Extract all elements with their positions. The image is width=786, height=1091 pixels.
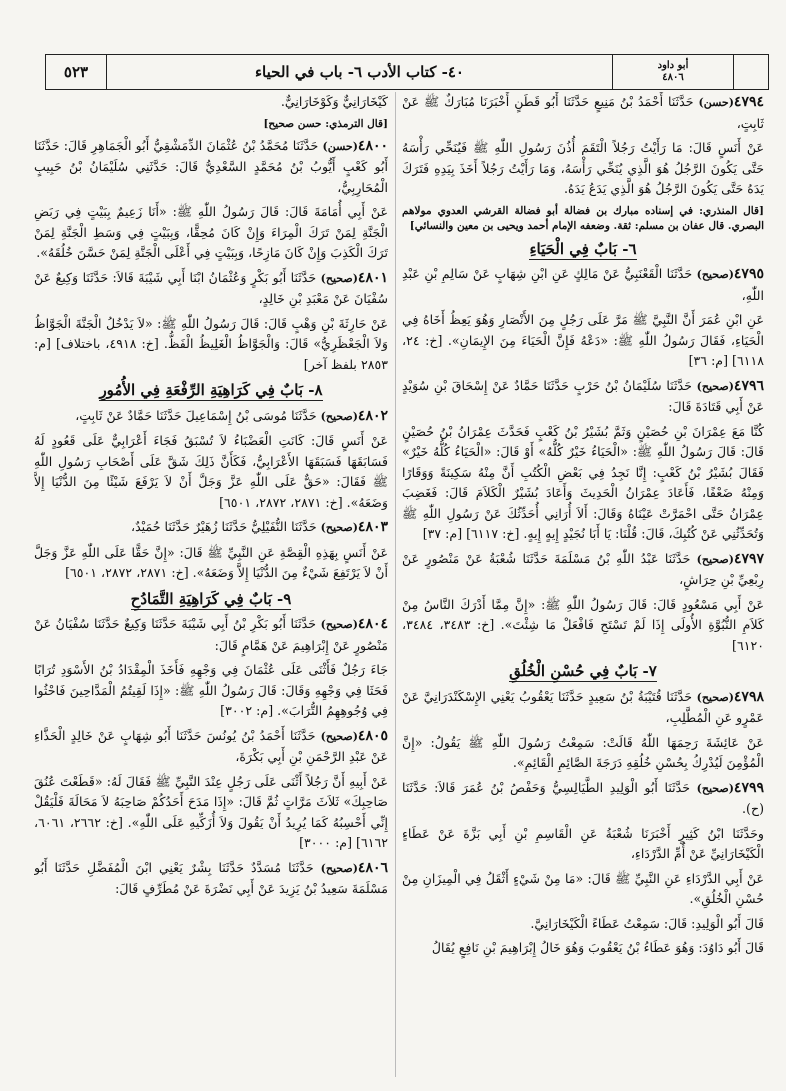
- hadith-text: عَنْ أَبِي الدَّرْدَاءِ عَنِ النَّبِيِّ ﷺ قَالَ: «مَا مِنْ شَيْءٍ أَثْقَلُ فِي الْمِيزَانِ مِنْ حُسْنِ الْخُلُقِ».: [402, 870, 764, 906]
- hadith-number: ٤٧٩٦: [733, 377, 764, 394]
- chapter-heading: [34, 380, 388, 401]
- hadith-text: وحَدَّثَنَا ابْنُ كَثِيرٍ أَخْبَرَنَا شُعْبَةُ عَنِ الْقَاسِمِ بْنِ أَبِي بَزَّةَ عَنْ عَطَاءٍ الْكَيْخَارَانِيِّ عَنْ أُمِّ الدَّرْدَاءِ،: [402, 825, 764, 861]
- hadith-grade: (صحيح): [696, 552, 734, 566]
- hadith-entry: [34, 268, 388, 310]
- chapter-title: ٩- بَابٌ فِي كَرَاهِيَةِ التَّمَادُحِ: [130, 589, 292, 608]
- hadith-text: حَدَّثَنَا أَبُو الْوَلِيدِ الطَّيَالِسِيُّ وَحَفْصُ بْنُ عُمَرَ قَالاَ: حَدَّثَنَا (ح).: [402, 779, 764, 816]
- hadith-entry: [34, 136, 388, 199]
- commentary-note: [قال الترمذي: حسن صحيح]: [263, 117, 388, 130]
- hadith-text: عَنْ عَائِشَةَ رَحِمَهَا اللّٰهُ قَالَتْ: سَمِعْتُ رَسُولَ اللّٰهِ ﷺ يَقُولُ: «إِنَّ الْمُؤْمِنَ لَيُدْرِكُ بِحُسْنِ خُلُقِهِ دَرَجَةَ الصَّائِمِ الْقَائِمِ».: [402, 734, 764, 770]
- hadith-text: قَالَ أَبُو الْوَلِيدِ: قَالَ: سَمِعْتُ عَطَاءً الْكَيْخَارَانِيَّ.: [530, 915, 764, 931]
- hadith-number: ٤٨٠١: [357, 269, 388, 286]
- hadith-text: عَنِ ابْنِ عُمَرَ أَنَّ النَّبِيَّ ﷺ مَرَّ عَلَى رَجُلٍ مِنَ الأَنْصَارِ وَهُوَ يَعِظُ أَخَاهُ فِي الْحَيَاءِ، فَقَالَ رَسُولُ اللّٰهِ ﷺ: «دَعْهُ فَإِنَّ الْحَيَاءَ مِنَ الإِيمَانِ». [خ: ٢٤، ٦١١٨] [م: ٣٦]: [402, 312, 764, 368]
- hadith-text: قَالَ أَبُو دَاوُدَ: وَهُوَ عَطَاءُ بْنُ يَعْقُوبَ وَهُوَ خَالُ إِبْرَاهِيمَ بْنِ نَافِعٍ يُقَالُ: [431, 940, 764, 955]
- book-title: ٤٠- كتاب الأدب ٦- باب في الحياء: [106, 55, 612, 89]
- text-paragraph: [34, 92, 388, 113]
- hadith-entry: [34, 406, 388, 428]
- text-paragraph: [402, 914, 764, 935]
- hadith-grade: (صحيح): [320, 729, 358, 743]
- hadith-text: حَدَّثَنَا مُسَدَّدٌ حَدَّثَنَا بِشْرٌ يَعْنِي ابْنَ الْمُفَضَّلِ حَدَّثَنَا أَبُو مَسْلَمَةَ سَعِيدُ بْنُ يَزِيدَ عَنْ أَبِي نَضْرَةَ عَنْ مُطَرِّفٍ قَالَ:: [34, 859, 388, 896]
- hadith-text: عَنْ أَنَسٍ قَالَ: كَانَتِ الْعَضْبَاءُ لاَ تُسْبَقُ فَجَاءَ أَعْرَابِيٌّ عَلَى قَعُودٍ لَهُ فَسَابَقَهَا فَسَبَقَهَا الأَعْرَابِيُّ، فَكَأَنَّ ذَلِكَ شَقَّ عَلَى أَصْحَابِ رَسُولِ اللّٰهِ ﷺ فَقَالَ: «حَقٌّ عَلَى اللّٰهِ عَزَّ وَجَلَّ أَنْ لاَ يَرْفَعَ شَيْئًا مِنَ الدُّنْيَا إِلاَّ وَضَعَهُ». [خ: ٢٨٧١، ٢٨٧٢، ٦٥٠١]: [34, 433, 388, 510]
- hadith-text: حَدَّثَنَا أَحْمَدُ بْنُ مَنِيعٍ حَدَّثَنَا أَبُو قَطَنٍ أَخْبَرَنَا مُبَارَكٌ ﷺ عَنْ ثَابِتٍ،: [402, 94, 764, 131]
- hadith-grade: (صحيح): [696, 268, 734, 281]
- hadith-grade: (صحيح): [320, 409, 358, 423]
- hadith-text: حَدَّثَنَا أَحْمَدُ بْنُ يُونُسَ حَدَّثَنَا أَبُو شِهَابٍ عَنْ خَالِدٍ الْحَذَّاءِ عَنْ عَبْدِ الرَّحْمَنِ بْنِ أَبِي بَكْرَةَ،: [34, 727, 388, 764]
- text-paragraph: [34, 202, 388, 264]
- chapter-heading: [34, 589, 388, 610]
- chapter-title: ٧- بَابٌ فِي حُسْنِ الْخُلُقِ: [509, 662, 657, 680]
- hadith-number: ٤٧٩٥: [733, 266, 764, 282]
- hadith-entry: [402, 687, 764, 729]
- hadith-entry: [34, 726, 388, 768]
- text-paragraph: [402, 422, 764, 545]
- hadith-grade: (صحيح): [320, 521, 358, 534]
- text-paragraph: [34, 543, 388, 584]
- hadith-text: عَنْ أَنَسٍ قَالَ: مَا رَأَيْتُ رَجُلاً الْتَقَمَ أُذُنَ رَسُولِ اللّٰهِ ﷺ فَيُنَحِّي رَأْسَهُ حَتَّى يَكُونَ الرَّجُلُ هُوَ الَّذِي يُنَحِّي رَأْسَهُ، وَمَا رَأَيْتُ رَجُلاً أَخَذَ بِيَدِهِ فَتَرَكَ يَدَهُ حَتَّى يَكُونَ الرَّجُلُ هُوَ الَّذِي يَدَعُ يَدَهُ.: [402, 140, 764, 196]
- chapter-title: ٦- بَابٌ فِي الْحَيَاءِ: [529, 239, 637, 258]
- hadith-entry: [402, 778, 764, 820]
- hadith-text: حَدَّثَنَا مُحَمَّدُ بْنُ عُثْمَانَ الدِّمَشْقِيُّ أَبُو الْجَمَاهِرِ قَالَ: حَدَّثَنَا أَبُو كَعْبٍ أَيُّوبُ بْنُ مُحَمَّدٍ السَّعْدِيُّ قَالَ: حَدَّثَنِي سُلَيْمَانُ بْنُ حَبِيبٍ الْمُحَارِبِيُّ،: [34, 137, 388, 195]
- text-paragraph: [34, 431, 388, 513]
- commentary-note: [قال المنذري: في إسناده مبارك بن فضالة أبو فضالة القرشي العدوي مولاهم البصري. قال عفان بن مسلم: ثقة. وضعفه الإمام أحمد ويحيى بن معين والنسائي]: [402, 204, 764, 232]
- hadith-entry: [402, 549, 764, 591]
- hadith-text: حَدَّثَنَا قُتَيْبَةُ بْنُ سَعِيدٍ حَدَّثَنَا يَعْقُوبُ يَعْنِي الإِسْكَنْدَرَانِيَّ عَنْ عَمْرٍو عَنِ الْمُطَّلِبِ،: [402, 688, 764, 725]
- hadith-text: كُنَّا مَعَ عِمْرَانَ بْنِ حُصَيْنٍ وَثَمَّ بُشَيْرُ بْنُ كَعْبٍ فَحَدَّثَ عِمْرَانُ بْنُ حُصَيْنٍ قَالَ: قَالَ رَسُولُ اللّٰهِ ﷺ: «الْحَيَاءُ خَيْرٌ كُلُّهُ» أَوْ قَالَ: «الْحَيَاءُ كُلُّهُ خَيْرٌ» فَقَالَ بُشَيْرُ بْنُ كَعْبٍ: إِنَّا نَجِدُ فِي بَعْضِ الْكُتُبِ أَنَّ مِنْهُ سَكِينَةً وَوَقَارًا وَمِنْهُ ضَعْفًا، فَأَعَادَ عِمْرَانُ الْحَدِيثَ وَأَعَادَ بُشَيْرٌ الْكَلاَمَ قَالَ: فَغَضِبَ عِمْرَانُ حَتَّى احْمَرَّتْ عَيْنَاهُ وَقَالَ: أَلاَ أُرَانِي أُحَدِّثُكَ عَنْ رَسُولِ اللّٰهِ ﷺ وَتُحَدِّثُنِي عَنْ كُتُبِكَ، قَالَ: قُلْنَا: يَا أَبَا نُجَيْدٍ إِيهٍ إِيهٍ. [خ: ٦١١٧] [م: ٣٧]: [402, 423, 764, 541]
- chapter-title: ٨- بَابٌ فِي كَرَاهِيَةِ الرِّفْعَةِ فِي الأُمُورِ: [99, 381, 323, 399]
- hadith-grade: (صحيح): [320, 271, 358, 285]
- text-paragraph: [34, 660, 388, 722]
- hadith-text: حَدَّثَنَا عَبْدُ اللّٰهِ بْنُ مَسْلَمَةَ حَدَّثَنَا شُعْبَةُ عَنْ مَنْصُورٍ عَنْ رِبْعِيِّ بْنِ حِرَاشٍ،: [402, 550, 764, 587]
- hadith-grade: (صحيح): [320, 861, 358, 875]
- column-divider: [395, 92, 396, 1077]
- hadith-number: ٤٧٩٩: [733, 779, 764, 796]
- text-paragraph: [402, 595, 764, 657]
- hadith-grade: (صحيح): [696, 781, 734, 795]
- hadith-text: عَنْ أَبِي مَسْعُودٍ قَالَ: قَالَ رَسُولُ اللّٰهِ ﷺ: «إِنَّ مِمَّا أَدْرَكَ النَّاسُ مِنْ كَلاَمِ النُّبُوَّةِ الأُولَى إِذَا لَمْ تَسْتَحِ فَافْعَلْ مَا شِئْتَ». [خ: ٣٤٨٣، ٣٤٨٤، ٦١٢٠]: [402, 596, 764, 653]
- hadith-text: جَاءَ رَجُلٌ فَأَثْنَى عَلَى عُثْمَانَ فِي وَجْهِهِ فَأَخَذَ الْمِقْدَادُ بْنُ الأَسْوَدِ تُرَابًا فَحَثَا فِي وَجْهِهِ وَقَالَ: قَالَ رَسُولُ اللّٰهِ ﷺ: «إِذَا لَقِيتُمُ الْمَدَّاحِينَ فَاحْثُوا فِي وُجُوهِهِمُ التُّرَابَ». [م: ٣٠٠٢]: [34, 662, 388, 718]
- page-header: [45, 54, 769, 90]
- hadith-text: حَدَّثَنَا الْقَعْنَبِيُّ عَنْ مَالِكٍ عَنِ ابْنِ شِهَابٍ عَنْ سَالِمِ بْنِ عَبْدِ اللّٰهِ،: [402, 266, 764, 303]
- chapter-heading: [402, 239, 764, 260]
- hadith-grade: (حسن): [322, 139, 358, 153]
- hadith-grade: (صحيح): [696, 379, 734, 393]
- text-paragraph: [402, 310, 764, 372]
- hadith-text: عَنْ أَنَسٍ بِهَذِهِ الْقِصَّةِ عَنِ النَّبِيِّ ﷺ قَالَ: «إِنَّ حَقًّا عَلَى اللّٰهِ عَزَّ وَجَلَّ أَنْ لاَ يَرْتَفِعَ شَيْءٌ مِنَ الدُّنْيَا إِلاَّ وَضَعَهُ». [خ: ٢٨٧١، ٢٨٧٢، ٦٥٠١]: [34, 544, 388, 580]
- hadith-entry: [34, 858, 388, 900]
- header-blank: [733, 55, 768, 89]
- hadith-grade: (صحيح): [696, 690, 734, 704]
- text-paragraph: [402, 733, 764, 774]
- hadith-number: ٤٨٠٠: [357, 137, 388, 154]
- hadith-number: ٤٧٩٧: [733, 550, 764, 567]
- hadith-entry: [402, 264, 764, 306]
- hadith-number: ٤٧٩٤: [733, 94, 764, 110]
- hadith-text: حَدَّثَنَا النُّفَيْلِيُّ حَدَّثَنَا زُهَيْرٌ حَدَّثَنَا حُمَيْدٌ،: [131, 519, 317, 534]
- left-column: [34, 92, 388, 1077]
- side-label: [612, 55, 733, 89]
- hadith-text: عَنْ أَبِيهِ أَنَّ رَجُلاً أَثْنَى عَلَى رَجُلٍ عِنْدَ النَّبِيِّ ﷺ فَقَالَ لَهُ: «قَطَعْتَ عُنُقَ صَاحِبِكَ» ثَلاَثَ مَرَّاتٍ ثُمَّ قَالَ: «إِذَا مَدَحَ أَحَدُكُمْ صَاحِبَهُ لاَ مَحَالَةَ فَلْيَقُلْ إِنِّي أَحْسِبُهُ كَمَا يُرِيدُ أَنْ يَقُولَ وَلاَ أُزَكِّيهِ عَلَى اللّٰهِ». [خ: ٢٦٦٢، ٦٠٦١، ٦١٦٢] [م: ٣٠٠٠]: [34, 773, 388, 850]
- hadith-number: ٤٨٠٤: [357, 616, 388, 632]
- chapter-heading: [402, 661, 764, 682]
- hadith-entry: [402, 376, 764, 418]
- hadith-entry: [402, 92, 764, 134]
- hadith-text: حَدَّثَنَا سُلَيْمَانُ بْنُ حَرْبٍ حَدَّثَنَا حَمَّادٌ عَنْ إِسْحَاقَ بْنِ سُوَيْدٍ عَنْ أَبِي قَتَادَةَ قَالَ:: [402, 377, 764, 414]
- text-paragraph: [34, 772, 388, 854]
- hadith-grade: (حسن): [698, 96, 734, 109]
- text-paragraph: [402, 138, 764, 200]
- hadith-entry: [34, 517, 388, 539]
- hadith-text: عَنْ حَارِثَةَ بْنِ وَهْبٍ قَالَ: قَالَ رَسُولُ اللّٰهِ ﷺ: «لاَ يَدْخُلُ الْجَنَّةَ الْجَوَّاظُ وَلاَ الْجَعْظَرِيُّ» قَالَ: وَالْجَوَّاظُ الْغَلِيظُ الْفَظُّ. [خ: ٤٩١٨، باختلاف] [م: ٢٨٥٣ بلفظ آخر]: [34, 315, 388, 372]
- hadith-text: حَدَّثَنَا مُوسَى بْنُ إِسْمَاعِيلَ حَدَّثَنَا حَمَّادٌ عَنْ ثَابِتٍ،: [75, 407, 317, 423]
- hadith-text: كَيْخَارَانِيٌّ وَكَوْخَارَانِيٌّ.: [280, 94, 388, 109]
- hadith-number: ٤٨٠٢: [357, 407, 388, 424]
- hadith-text: عَنْ أَبِي أُمَامَةَ قَالَ: قَالَ رَسُولُ اللّٰهِ ﷺ: «أَنَا زَعِيمٌ بِبَيْتٍ فِي رَبَضِ الْجَنَّةِ لِمَنْ تَرَكَ الْمِرَاءَ وَإِنْ كَانَ مُحِقًّا، وَبِبَيْتٍ فِي وَسَطِ الْجَنَّةِ لِمَنْ تَرَكَ الْكَذِبَ وَإِنْ كَانَ مَازِحًا، وَبِبَيْتٍ فِي أَعْلَى الْجَنَّةِ لِمَنْ حَسَّنَ خُلُقَهُ».: [34, 204, 388, 260]
- side-range: ٤٨٠٦: [662, 72, 684, 83]
- text-paragraph: [402, 869, 764, 910]
- text-paragraph: [402, 824, 764, 865]
- hadith-entry: [34, 614, 388, 656]
- hadith-text: حَدَّثَنَا أَبُو بَكْرٍ وَعُثْمَانُ ابْنَا أَبِي شَيْبَةَ قَالاَ: حَدَّثَنَا وَكِيعٌ عَنْ سُفْيَانَ عَنْ مَعْبَدِ بْنِ خَالِدٍ،: [34, 269, 388, 306]
- page-number: ٥٢٣: [63, 63, 89, 81]
- hadith-number: ٤٨٠٣: [357, 519, 388, 535]
- right-column: [402, 92, 764, 1077]
- text-paragraph: [34, 314, 388, 376]
- hadith-grade: (صحيح): [320, 618, 358, 631]
- hadith-number: ٤٨٠٥: [357, 727, 388, 744]
- hadith-number: ٤٨٠٦: [357, 859, 388, 876]
- hadith-text: حَدَّثَنَا أَبُو بَكْرِ بْنُ أَبِي شَيْبَةَ حَدَّثَنَا وَكِيعٌ حَدَّثَنَا سُفْيَانُ عَنْ مَنْصُورٍ عَنْ إِبْرَاهِيمَ عَنْ هَمَّامٍ قَالَ:: [34, 616, 388, 653]
- text-paragraph: [402, 938, 764, 959]
- hadith-number: ٤٧٩٨: [733, 688, 764, 705]
- side-book: أبو داود: [657, 60, 689, 71]
